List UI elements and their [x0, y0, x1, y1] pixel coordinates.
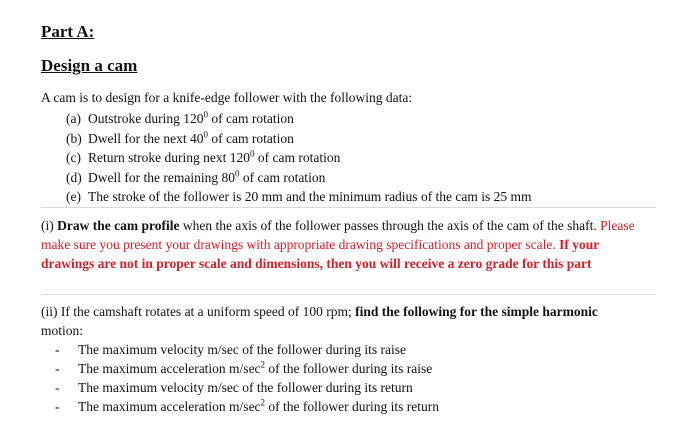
find-list: [55, 340, 439, 416]
list-item: (c) Return stroke during next $120^0$ of cam rotation: [66, 148, 341, 165]
scale-note: Please make sure you present your drawings with appropriate drawing specifications and proper scale.: [41, 218, 635, 252]
list-item: - The maximum velocity m/sec of the follower during its return: [55, 380, 413, 395]
question-two: (ii) If the camshaft rotates at a uniform speed of 100 rpm; find the following for the simple harmonic motion:: [41, 304, 598, 338]
part-heading: Part A:: [41, 22, 95, 41]
list-item: - The maximum velocity m/sec of the follower during its raise: [55, 342, 407, 357]
list-item: - The maximum acceleration $m/\sec^2$ of the follower during its return: [55, 397, 440, 414]
data-list: [66, 109, 532, 207]
list-item: (b) Dwell for the next $40^0$ of cam rotation: [66, 129, 294, 146]
list-item: (e) The stroke of the follower is 20 mm and the minimum radius of the cam is 25 mm: [66, 189, 532, 204]
list-item: (a) Outstroke during $120^0$ of cam rotation: [66, 109, 294, 126]
grade-warning: If your drawings are not in proper scale and dimensions, then you will receive a zero grade for this part: [41, 237, 599, 271]
divider: [41, 207, 656, 208]
divider: [41, 294, 656, 295]
question-one: (i) Draw the cam profile when the axis of the follower passes through the axis of the cam of the shaft. Please make sure you present your drawings with appropriate drawing specifications and proper scale. If your drawings are not in proper scale and dimensions, then you will receive a zero grade for this part: [41, 218, 635, 271]
list-item: (d) Dwell for the remaining $80^0$ of cam rotation: [66, 168, 326, 185]
intro-text: A cam is to design for a knife-edge follower with the following data:: [41, 90, 413, 105]
design-heading: Design a cam: [41, 56, 138, 75]
list-item: - The maximum acceleration $m/\sec^2$ of the follower during its raise: [55, 359, 433, 376]
